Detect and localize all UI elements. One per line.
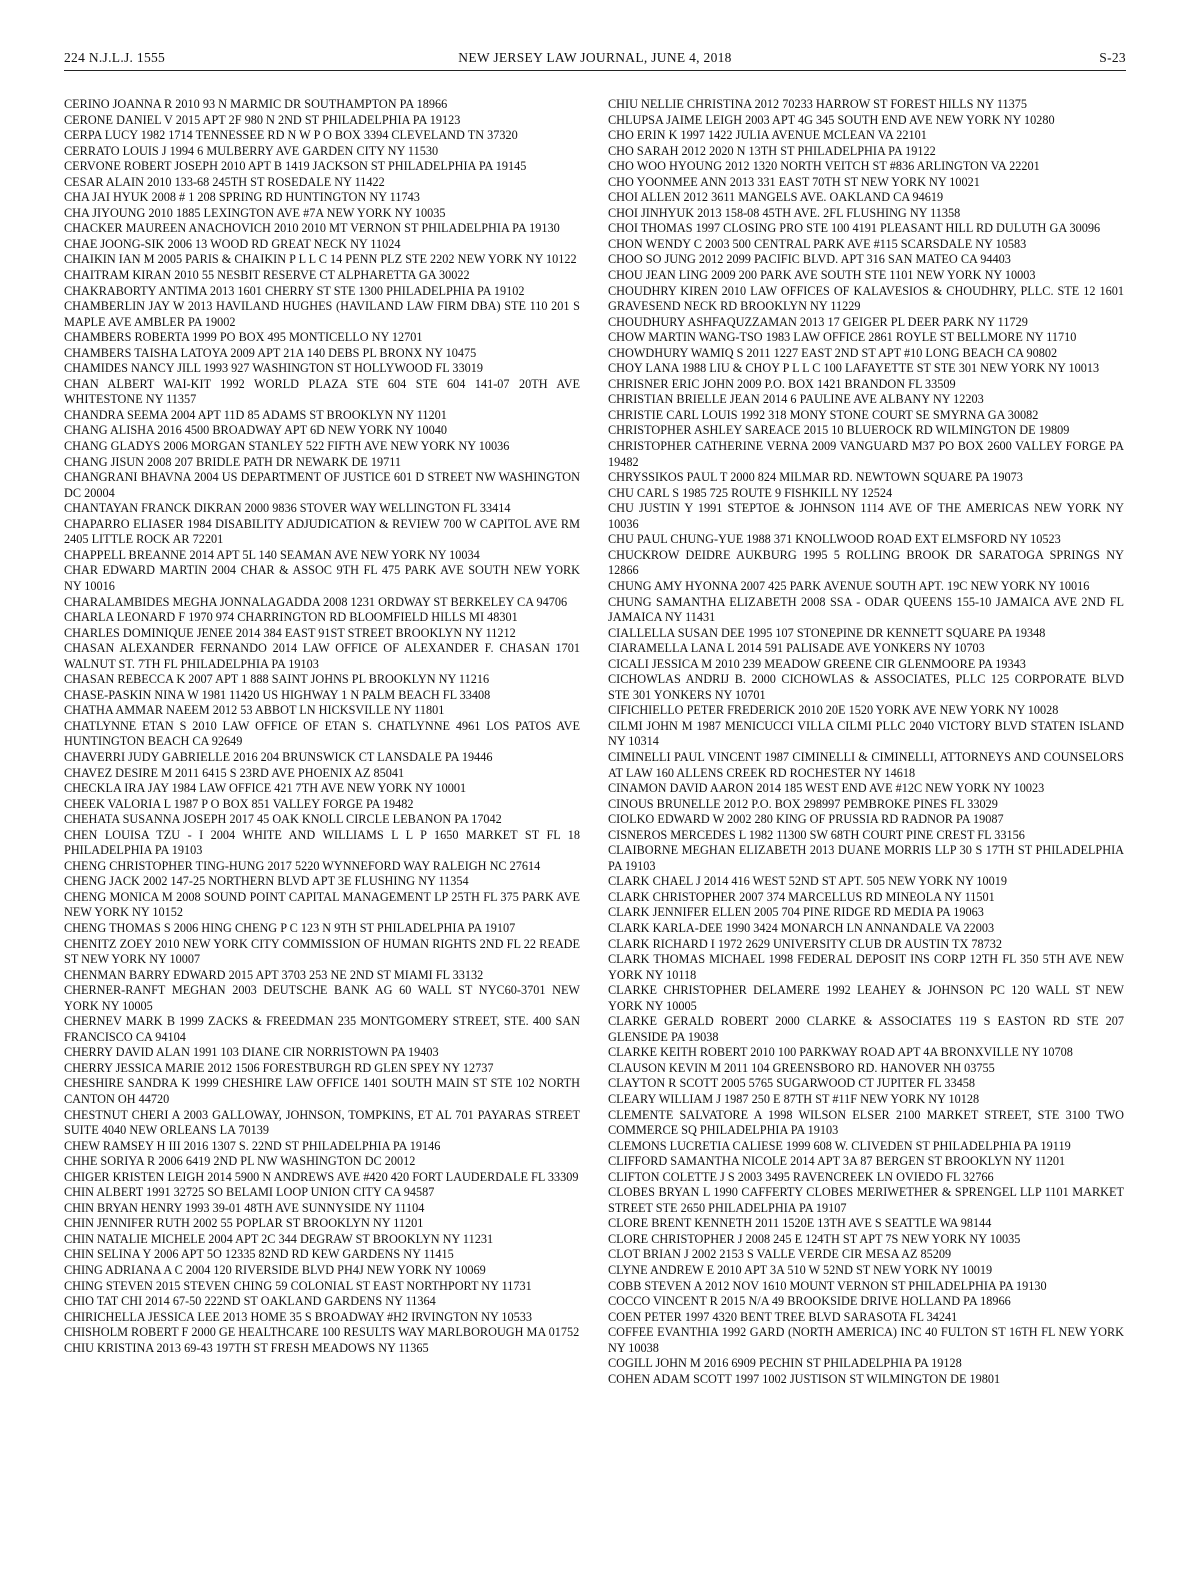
attorney-entry: CHEN LOUISA TZU - I 2004 WHITE AND WILLIAMS L L P 1650 MARKET ST FL 18 PHILADELPHIA PA 19103 xyxy=(64,827,580,858)
attorney-entry: CHATLYNNE ETAN S 2010 LAW OFFICE OF ETAN S. CHATLYNNE 4961 LOS PATOS AVE HUNTINGTON BEACH CA 92649 xyxy=(64,718,580,749)
attorney-entry: CHA JIYOUNG 2010 1885 LEXINGTON AVE #7A NEW YORK NY 10035 xyxy=(64,205,446,220)
attorney-entry: CHIU KRISTINA 2013 69-43 197TH ST FRESH MEADOWS NY 11365 xyxy=(64,1340,429,1355)
attorney-entry: CHEEK VALORIA L 1987 P O BOX 851 VALLEY FORGE PA 19482 xyxy=(64,796,414,811)
attorney-entry: CHARLA LEONARD F 1970 974 CHARRINGTON RD BLOOMFIELD HILLS MI 48301 xyxy=(64,610,518,625)
attorney-entry: CHAMIDES NANCY JILL 1993 927 WASHINGTON ST HOLLYWOOD FL 33019 xyxy=(64,361,484,376)
attorney-entry: CERINO JOANNA R 2010 93 N MARMIC DR SOUTHAMPTON PA 18966 xyxy=(64,97,448,111)
attorney-entry: CILMI JOHN M 1987 MENICUCCI VILLA CILMI PLLC 2040 VICTORY BLVD STATEN ISLAND NY 10314 xyxy=(608,718,1124,749)
attorney-entry: CHO ERIN K 1997 1422 JULIA AVENUE MCLEAN VA 22101 xyxy=(608,128,927,143)
attorney-entry: CHON WENDY C 2003 500 CENTRAL PARK AVE #115 SCARSDALE NY 10583 xyxy=(608,236,1027,251)
attorney-entry: CHARALAMBIDES MEGHA JONNALAGADDA 2008 1231 ORDWAY ST BERKELEY CA 94706 xyxy=(64,594,568,609)
attorney-entry: CHAVEZ DESIRE M 2011 6415 S 23RD AVE PHOENIX AZ 85041 xyxy=(64,765,405,780)
attorney-entry: CIARAMELLA LANA L 2014 591 PALISADE AVE YONKERS NY 10703 xyxy=(608,641,985,656)
attorney-entry: CHANG ALISHA 2016 4500 BROADWAY APT 6D NEW YORK NY 10040 xyxy=(64,423,447,438)
attorney-entry: CHIN ALBERT 1991 32725 SO BELAMI LOOP UNION CITY CA 94587 xyxy=(64,1185,435,1200)
attorney-entry: CHO YOONMEE ANN 2013 331 EAST 70TH ST NEW YORK NY 10021 xyxy=(608,174,980,189)
attorney-entry: COHEN ADAM SCOTT 1997 1002 JUSTISON ST WILMINGTON DE 19801 xyxy=(608,1371,1001,1386)
attorney-entry: CHIGER KRISTEN LEIGH 2014 5900 N ANDREWS AVE #420 420 FORT LAUDERDALE FL 33309 xyxy=(64,1169,579,1184)
attorney-entry: CHERRY DAVID ALAN 1991 103 DIANE CIR NORRISTOWN PA 19403 xyxy=(64,1045,439,1060)
attorney-entry: CICHOWLAS ANDRIJ B. 2000 CICHOWLAS & ASSOCIATES, PLLC 125 CORPORATE BLVD STE 301 YONKERS NY 10701 xyxy=(608,672,1124,702)
attorney-entry: CHOI ALLEN 2012 3611 MANGELS AVE. OAKLAND CA 94619 xyxy=(608,190,944,205)
attorney-entry: CHOY LANA 1988 LIU & CHOY P L L C 100 LAFAYETTE ST STE 301 NEW YORK NY 10013 xyxy=(608,361,1100,376)
attorney-entry: CHRISTOPHER CATHERINE VERNA 2009 VANGUARD M37 PO BOX 2600 VALLEY FORGE PA 19482 xyxy=(608,439,1124,469)
attorney-entry: CLORE BRENT KENNETH 2011 1520E 13TH AVE S SEATTLE WA 98144 xyxy=(608,1216,992,1231)
attorney-entry: CHO WOO HYOUNG 2012 1320 NORTH VEITCH ST #836 ARLINGTON VA 22201 xyxy=(608,159,1040,174)
attorney-entry: CHIN NATALIE MICHELE 2004 APT 2C 344 DEGRAW ST BROOKLYN NY 11231 xyxy=(64,1231,494,1246)
publication-title: NEW JERSEY LAW JOURNAL, JUNE 4, 2018 xyxy=(458,50,732,65)
attorney-entry: CHIU NELLIE CHRISTINA 2012 70233 HARROW ST FOREST HILLS NY 11375 xyxy=(608,97,1028,111)
attorney-entry: CLARKE GERALD ROBERT 2000 CLARKE & ASSOCIATES 119 S EASTON RD STE 207 GLENSIDE PA 19038 xyxy=(608,1014,1124,1044)
attorney-entry: CLARKE CHRISTOPHER DELAMERE 1992 LEAHEY & JOHNSON PC 120 WALL ST NEW YORK NY 10005 xyxy=(608,983,1124,1013)
attorney-entry: CHERRY JESSICA MARIE 2012 1506 FORESTBURGH RD GLEN SPEY NY 12737 xyxy=(64,1060,494,1075)
attorney-entry: CIOLKO EDWARD W 2002 280 KING OF PRUSSIA RD RADNOR PA 19087 xyxy=(608,812,1004,827)
attorney-entry: CHAPPELL BREANNE 2014 APT 5L 140 SEAMAN AVE NEW YORK NY 10034 xyxy=(64,547,480,562)
attorney-entry: CLEMONS LUCRETIA CALIESE 1999 608 W. CLIVEDEN ST PHILADELPHIA PA 19119 xyxy=(608,1138,1071,1153)
attorney-entry: CHIN SELINA Y 2006 APT 5O 12335 82ND RD KEW GARDENS NY 11415 xyxy=(64,1247,454,1262)
attorney-entry: CHANG GLADYS 2006 MORGAN STANLEY 522 FIFTH AVE NEW YORK NY 10036 xyxy=(64,439,510,454)
attorney-entry: CHESTNUT CHERI A 2003 GALLOWAY, JOHNSON, TOMPKINS, ET AL 701 PAYARAS STREET SUITE 4040 NEW ORLEANS LA 70139 xyxy=(64,1107,580,1138)
attorney-entry: CLARK CHRISTOPHER 2007 374 MARCELLUS RD MINEOLA NY 11501 xyxy=(608,889,995,904)
attorney-entry: CHHE SORIYA R 2006 6419 2ND PL NW WASHINGTON DC 20012 xyxy=(64,1154,416,1169)
attorney-entry: COGILL JOHN M 2016 6909 PECHIN ST PHILADELPHIA PA 19128 xyxy=(608,1356,962,1371)
attorney-entry: CHU PAUL CHUNG-YUE 1988 371 KNOLLWOOD ROAD EXT ELMSFORD NY 10523 xyxy=(608,532,1061,547)
attorney-entry: CHOW MARTIN WANG-TSO 1983 LAW OFFICE 2861 ROYLE ST BELLMORE NY 11710 xyxy=(608,330,1077,345)
attorney-entry: CHANGRANI BHAVNA 2004 US DEPARTMENT OF JUSTICE 601 D STREET NW WASHINGTON DC 20004 xyxy=(64,470,580,500)
attorney-entry: CHAE JOONG-SIK 2006 13 WOOD RD GREAT NECK NY 11024 xyxy=(64,236,401,251)
attorney-entry: CHOUDHRY KIREN 2010 LAW OFFICES OF KALAVESIOS & CHOUDHRY, PLLC. STE 12 1601 GRAVESEND NECK RD BROOKLYN NY 11229 xyxy=(608,283,1124,314)
attorney-entry: CHLUPSA JAIME LEIGH 2003 APT 4G 345 SOUTH END AVE NEW YORK NY 10280 xyxy=(608,112,1055,127)
attorney-entry: CIALLELLA SUSAN DEE 1995 107 STONEPINE DR KENNETT SQUARE PA 19348 xyxy=(608,625,1046,640)
attorney-entry: CHA JAI HYUK 2008 # 1 208 SPRING RD HUNTINGTON NY 11743 xyxy=(64,190,420,205)
attorney-entry: CIMINELLI PAUL VINCENT 1987 CIMINELLI & CIMINELLI, ATTORNEYS AND COUNSELORS AT LAW 160 ALLENS CREEK RD ROCHESTER NY 14618 xyxy=(608,749,1124,780)
attorney-entry: COCCO VINCENT R 2015 N/A 49 BROOKSIDE DRIVE HOLLAND PA 18966 xyxy=(608,1294,1011,1309)
attorney-entry: COEN PETER 1997 4320 BENT TREE BLVD SARASOTA FL 34241 xyxy=(608,1309,958,1324)
attorney-entry: CHASE-PASKIN NINA W 1981 11420 US HIGHWAY 1 N PALM BEACH FL 33408 xyxy=(64,687,491,702)
attorney-entry: CHANDRA SEEMA 2004 APT 11D 85 ADAMS ST BROOKLYN NY 11201 xyxy=(64,407,447,422)
page-number: S-23 xyxy=(1099,50,1126,65)
left-column xyxy=(64,97,580,1356)
attorney-entry: CLOT BRIAN J 2002 2153 S VALLE VERDE CIR MESA AZ 85209 xyxy=(608,1247,952,1262)
attorney-entry: CERONE DANIEL V 2015 APT 2F 980 N 2ND ST PHILADELPHIA PA 19123 xyxy=(64,112,461,127)
attorney-entry: CHOU JEAN LING 2009 200 PARK AVE SOUTH STE 1101 NEW YORK NY 10003 xyxy=(608,268,1036,283)
attorney-entry: CLIFTON COLETTE J S 2003 3495 RAVENCREEK LN OVIEDO FL 32766 xyxy=(608,1169,994,1184)
attorney-entry: CHENITZ ZOEY 2010 NEW YORK CITY COMMISSION OF HUMAN RIGHTS 2ND FL 22 READE ST NEW YORK NY 10007 xyxy=(64,936,580,967)
attorney-entry: CHANTAYAN FRANCK DIKRAN 2000 9836 STOVER WAY WELLINGTON FL 33414 xyxy=(64,501,511,516)
attorney-entry: CHIO TAT CHI 2014 67-50 222ND ST OAKLAND GARDENS NY 11364 xyxy=(64,1294,436,1309)
attorney-entry: COBB STEVEN A 2012 NOV 1610 MOUNT VERNON ST PHILADELPHIA PA 19130 xyxy=(608,1278,1047,1293)
attorney-entry: CHU JUSTIN Y 1991 STEPTOE & JOHNSON 1114 AVE OF THE AMERICAS NEW YORK NY 10036 xyxy=(608,501,1124,531)
attorney-entry: CHAPARRO ELIASER 1984 DISABILITY ADJUDICATION & REVIEW 700 W CAPITOL AVE RM 2405 LITTLE ROCK AR 72201 xyxy=(64,516,580,547)
attorney-entry: CLORE CHRISTOPHER J 2008 245 E 124TH ST APT 7S NEW YORK NY 10035 xyxy=(608,1231,1021,1246)
attorney-entry: CHOWDHURY WAMIQ S 2011 1227 EAST 2ND ST APT #10 LONG BEACH CA 90802 xyxy=(608,345,1058,360)
attorney-entry: CERVONE ROBERT JOSEPH 2010 APT B 1419 JACKSON ST PHILADELPHIA PA 19145 xyxy=(64,159,527,174)
attorney-entry: CHRISNER ERIC JOHN 2009 P.O. BOX 1421 BRANDON FL 33509 xyxy=(608,376,956,391)
attorney-entry: CHAR EDWARD MARTIN 2004 CHAR & ASSOC 9TH FL 475 PARK AVE SOUTH NEW YORK NY 10016 xyxy=(64,563,580,593)
attorney-entry: CLARK JENNIFER ELLEN 2005 704 PINE RIDGE RD MEDIA PA 19063 xyxy=(608,905,984,920)
attorney-entry: CIFICHIELLO PETER FREDERICK 2010 20E 1520 YORK AVE NEW YORK NY 10028 xyxy=(608,703,1059,718)
attorney-entry: CHERNEV MARK B 1999 ZACKS & FREEDMAN 235 MONTGOMERY STREET, STE. 400 SAN FRANCISCO CA 94104 xyxy=(64,1014,580,1044)
attorney-entry: CHAMBERLIN JAY W 2013 HAVILAND HUGHES (HAVILAND LAW FIRM DBA) STE 110 201 S MAPLE AVE AMBLER PA 19002 xyxy=(64,299,580,329)
attorney-entry: CHOI JINHYUK 2013 158-08 45TH AVE. 2FL FLUSHING NY 11358 xyxy=(608,205,961,220)
attorney-entry: CHRISTIE CARL LOUIS 1992 318 MONY STONE COURT SE SMYRNA GA 30082 xyxy=(608,407,1039,422)
attorney-entry: CHUNG SAMANTHA ELIZABETH 2008 SSA - ODAR QUEENS 155-10 JAMAICA AVE 2ND FL JAMAICA NY 11431 xyxy=(608,594,1124,625)
attorney-entry: CHASAN ALEXANDER FERNANDO 2014 LAW OFFICE OF ALEXANDER F. CHASAN 1701 WALNUT ST. 7TH FL PHILADELPHIA PA 19103 xyxy=(64,641,580,671)
attorney-entry: CINOUS BRUNELLE 2012 P.O. BOX 298997 PEMBROKE PINES FL 33029 xyxy=(608,796,998,811)
attorney-entry: CLARK CHAEL J 2014 416 WEST 52ND ST APT. 505 NEW YORK NY 10019 xyxy=(608,874,1008,889)
attorney-entry: CLEARY WILLIAM J 1987 250 E 87TH ST #11F NEW YORK NY 10128 xyxy=(608,1092,980,1106)
attorney-entry: CHESHIRE SANDRA K 1999 CHESHIRE LAW OFFICE 1401 SOUTH MAIN ST STE 102 NORTH CANTON OH 44720 xyxy=(64,1076,580,1106)
attorney-entry: CHAMBERS ROBERTA 1999 PO BOX 495 MONTICELLO NY 12701 xyxy=(64,330,423,345)
attorney-entry: CHO SARAH 2012 2020 N 13TH ST PHILADELPHIA PA 19122 xyxy=(608,143,936,158)
attorney-entry: CHRISTIAN BRIELLE JEAN 2014 6 PAULINE AVE ALBANY NY 12203 xyxy=(608,392,984,407)
attorney-entry: CHAVERRI JUDY GABRIELLE 2016 204 BRUNSWICK CT LANSDALE PA 19446 xyxy=(64,749,493,764)
attorney-entry: CHING STEVEN 2015 STEVEN CHING 59 COLONIAL ST EAST NORTHPORT NY 11731 xyxy=(64,1278,532,1293)
attorney-entry: CLARKE KEITH ROBERT 2010 100 PARKWAY ROAD APT 4A BRONXVILLE NY 10708 xyxy=(608,1045,1073,1060)
attorney-entry: CHU CARL S 1985 725 ROUTE 9 FISHKILL NY 12524 xyxy=(608,485,893,500)
attorney-entry: CLIFFORD SAMANTHA NICOLE 2014 APT 3A 87 BERGEN ST BROOKLYN NY 11201 xyxy=(608,1154,1066,1169)
page-header xyxy=(64,50,1126,71)
attorney-entry: CLAIBORNE MEGHAN ELIZABETH 2013 DUANE MORRIS LLP 30 S 17TH ST PHILADELPHIA PA 19103 xyxy=(608,843,1124,873)
attorney-entry: CHISHOLM ROBERT F 2000 GE HEALTHCARE 100 RESULTS WAY MARLBOROUGH MA 01752 xyxy=(64,1325,580,1340)
attorney-entry: CLYNE ANDREW E 2010 APT 3A 510 W 52ND ST NEW YORK NY 10019 xyxy=(608,1263,993,1278)
attorney-entry: CHENG CHRISTOPHER TING-HUNG 2017 5220 WYNNEFORD WAY RALEIGH NC 27614 xyxy=(64,858,541,873)
attorney-entry: CHUNG AMY HYONNA 2007 425 PARK AVENUE SOUTH APT. 19C NEW YORK NY 10016 xyxy=(608,578,1090,593)
attorney-entry: CHENG MONICA M 2008 SOUND POINT CAPITAL MANAGEMENT LP 25TH FL 375 PARK AVE NEW YORK NY 10152 xyxy=(64,889,580,920)
attorney-entry: CHENMAN BARRY EDWARD 2015 APT 3703 253 NE 2ND ST MIAMI FL 33132 xyxy=(64,967,484,982)
attorney-entry: CLARK KARLA-DEE 1990 3424 MONARCH LN ANNANDALE VA 22003 xyxy=(608,920,995,935)
attorney-entry: CHIRICHELLA JESSICA LEE 2013 HOME 35 S BROADWAY #H2 IRVINGTON NY 10533 xyxy=(64,1309,533,1324)
attorney-entry: CHENG THOMAS S 2006 HING CHENG P C 123 N 9TH ST PHILADELPHIA PA 19107 xyxy=(64,920,516,935)
attorney-entry: CHEW RAMSEY H III 2016 1307 S. 22ND ST PHILADELPHIA PA 19146 xyxy=(64,1138,441,1153)
attorney-entry: CERPA LUCY 1982 1714 TENNESSEE RD N W P O BOX 3394 CLEVELAND TN 37320 xyxy=(64,128,518,143)
attorney-entry: CHENG JACK 2002 147-25 NORTHERN BLVD APT 3E FLUSHING NY 11354 xyxy=(64,874,469,889)
attorney-entry: CLARK RICHARD I 1972 2629 UNIVERSITY CLUB DR AUSTIN TX 78732 xyxy=(608,936,1003,951)
right-column xyxy=(608,97,1124,1387)
attorney-entry: CHASAN REBECCA K 2007 APT 1 888 SAINT JOHNS PL BROOKLYN NY 11216 xyxy=(64,672,490,687)
attorney-entry: CHIN JENNIFER RUTH 2002 55 POPLAR ST BROOKLYN NY 11201 xyxy=(64,1216,424,1231)
attorney-entry: CHIN BRYAN HENRY 1993 39-01 48TH AVE SUNNYSIDE NY 11104 xyxy=(64,1200,425,1215)
attorney-entry: CHAN ALBERT WAI-KIT 1992 WORLD PLAZA STE 604 STE 604 141-07 20TH AVE WHITESTONE NY 11357 xyxy=(64,376,580,407)
attorney-entry: CHANG JISUN 2008 207 BRIDLE PATH DR NEWARK DE 19711 xyxy=(64,454,402,469)
attorney-entry: CISNEROS MERCEDES L 1982 11300 SW 68TH COURT PINE CREST FL 33156 xyxy=(608,827,1025,842)
attorney-entry: CHUCKROW DEIDRE AUKBURG 1995 5 ROLLING BROOK DR SARATOGA SPRINGS NY 12866 xyxy=(608,547,1124,578)
attorney-entry: CHRYSSIKOS PAUL T 2000 824 MILMAR RD. NEWTOWN SQUARE PA 19073 xyxy=(608,470,1023,485)
attorney-entry: CHOI THOMAS 1997 CLOSING PRO STE 100 4191 PLEASANT HILL RD DULUTH GA 30096 xyxy=(608,221,1101,236)
attorney-entry: CHRISTOPHER ASHLEY SAREACE 2015 10 BLUEROCK RD WILMINGTON DE 19809 xyxy=(608,423,1070,438)
attorney-entry: CLAYTON R SCOTT 2005 5765 SUGARWOOD CT JUPITER FL 33458 xyxy=(608,1076,975,1091)
attorney-entry: CHACKER MAUREEN ANACHOVICH 2010 2010 MT VERNON ST PHILADELPHIA PA 19130 xyxy=(64,221,560,236)
attorney-entry: CHATHA AMMAR NAEEM 2012 53 ABBOT LN HICKSVILLE NY 11801 xyxy=(64,703,445,718)
attorney-entry: CHOO SO JUNG 2012 2099 PACIFIC BLVD. APT 316 SAN MATEO CA 94403 xyxy=(608,252,1011,267)
attorney-entry: CICALI JESSICA M 2010 239 MEADOW GREENE CIR GLENMOORE PA 19343 xyxy=(608,656,1026,671)
attorney-entry: CHARLES DOMINIQUE JENEE 2014 384 EAST 91ST STREET BROOKLYN NY 11212 xyxy=(64,625,516,640)
attorney-entry: CHEHATA SUSANNA JOSEPH 2017 45 OAK KNOLL CIRCLE LEBANON PA 17042 xyxy=(64,812,502,827)
attorney-entry: CERRATO LOUIS J 1994 6 MULBERRY AVE GARDEN CITY NY 11530 xyxy=(64,143,439,158)
attorney-entry: COFFEE EVANTHIA 1992 GARD (NORTH AMERICA) INC 40 FULTON ST 16TH FL NEW YORK NY 10038 xyxy=(608,1325,1124,1355)
attorney-entry: CLAUSON KEVIN M 2011 104 GREENSBORO RD. HANOVER NH 03755 xyxy=(608,1060,995,1075)
attorney-entry: CHAIKIN IAN M 2005 PARIS & CHAIKIN P L L C 14 PENN PLZ STE 2202 NEW YORK NY 10122 xyxy=(64,252,577,267)
attorney-entry: CLEMENTE SALVATORE A 1998 WILSON ELSER 2100 MARKET STREET, STE 3100 TWO COMMERCE SQ PHILADELPHIA PA 19103 xyxy=(608,1107,1124,1138)
attorney-entry: CHAITRAM KIRAN 2010 55 NESBIT RESERVE CT ALPHARETTA GA 30022 xyxy=(64,268,470,283)
attorney-entry: CHECKLA IRA JAY 1984 LAW OFFICE 421 7TH AVE NEW YORK NY 10001 xyxy=(64,781,467,796)
attorney-entry: CHING ADRIANA A C 2004 120 RIVERSIDE BLVD PH4J NEW YORK NY 10069 xyxy=(64,1263,486,1278)
attorney-entry: CINAMON DAVID AARON 2014 185 WEST END AVE #12C NEW YORK NY 10023 xyxy=(608,781,1045,796)
attorney-entry: CHAKRABORTY ANTIMA 2013 1601 CHERRY ST STE 1300 PHILADELPHIA PA 19102 xyxy=(64,283,525,298)
attorney-entry: CLOBES BRYAN L 1990 CAFFERTY CLOBES MERIWETHER & SPRENGEL LLP 1101 MARKET STREET STE 2650 PHILADELPHIA PA 19107 xyxy=(608,1185,1124,1215)
attorney-entry: CHERNER-RANFT MEGHAN 2003 DEUTSCHE BANK AG 60 WALL ST NYC60-3701 NEW YORK NY 10005 xyxy=(64,983,580,1013)
page-citation: 224 N.J.L.J. 1555 xyxy=(64,50,166,65)
attorney-entry: CLARK THOMAS MICHAEL 1998 FEDERAL DEPOSIT INS CORP 12TH FL 350 5TH AVE NEW YORK NY 10118 xyxy=(608,952,1124,982)
attorney-entry: CESAR ALAIN 2010 133-68 245TH ST ROSEDALE NY 11422 xyxy=(64,174,385,189)
attorney-entry: CHAMBERS TAISHA LATOYA 2009 APT 21A 140 DEBS PL BRONX NY 10475 xyxy=(64,345,477,360)
attorney-entry: CHOUDHURY ASHFAQUZZAMAN 2013 17 GEIGER PL DEER PARK NY 11729 xyxy=(608,314,1028,329)
